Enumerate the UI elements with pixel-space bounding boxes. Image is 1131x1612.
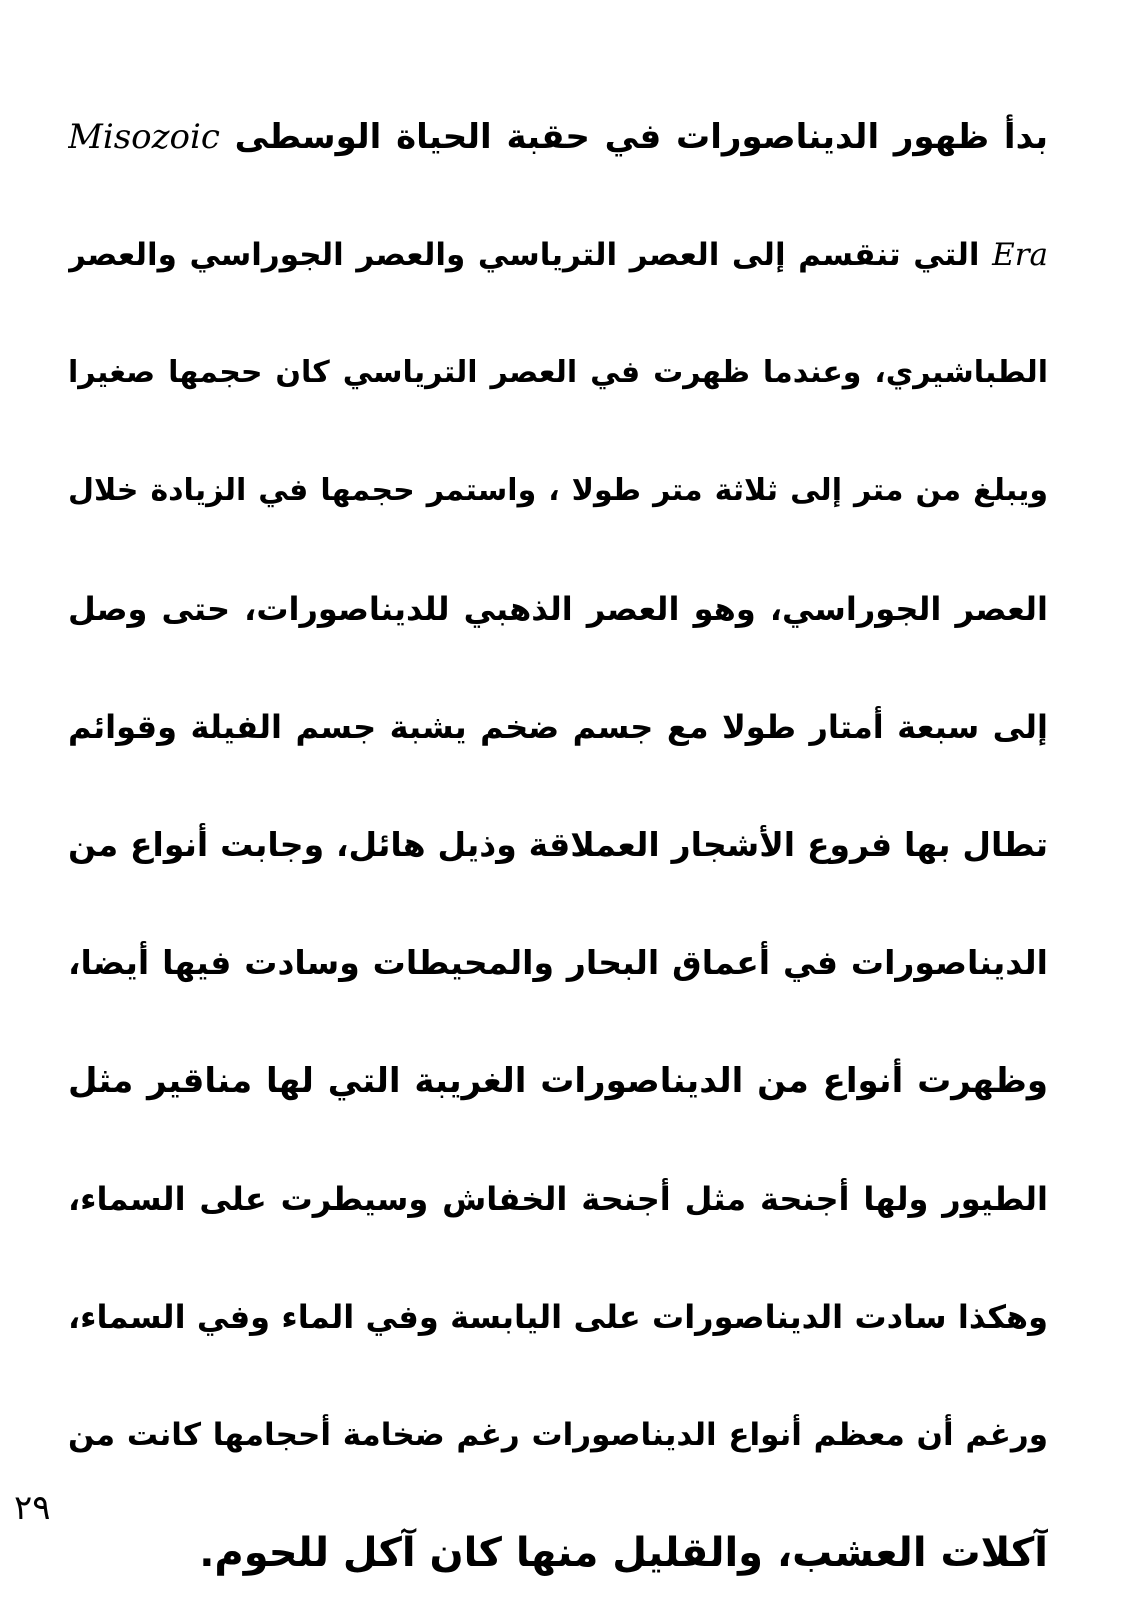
text-line-3	[68, 314, 1048, 432]
text-line-8	[68, 904, 1048, 1022]
line-11-arabic: وهكذا سادت الديناصورات على اليابسة وفي الماء وفي السماء،	[68, 1298, 1048, 1336]
line-2-latin-term: Era	[992, 237, 1048, 273]
text-line-5	[68, 550, 1048, 668]
text-line-12	[68, 1376, 1048, 1494]
text-line-9	[68, 1022, 1048, 1140]
line-4-arabic: ويبلغ من متر إلى ثلاثة متر طولا ، واستمر حجمها في الزيادة خلال	[68, 473, 1048, 508]
text-line-6	[68, 668, 1048, 786]
line-3-arabic: الطباشيري، وعندما ظهرت في العصر الترياسي كان حجمها صغيرا	[68, 355, 1048, 390]
text-line-2	[68, 196, 1048, 314]
line-13-arabic: آكلات العشب، والقليل منها كان آكل للحوم.	[199, 1530, 1048, 1576]
line-1-latin-term: Misozoic	[68, 117, 220, 157]
text-line-1	[68, 78, 1048, 196]
line-7-arabic: تطال بها فروع الأشجار العملاقة وذيل هائل، وجابت أنواع من	[68, 825, 1048, 864]
text-line-11	[68, 1258, 1048, 1376]
line-10-arabic: الطيور ولها أجنحة مثل أجنحة الخفاش وسيطرت على السماء،	[68, 1180, 1048, 1218]
line-1-arabic: بدأ ظهور الديناصورات في حقبة الحياة الوسطى	[219, 117, 1048, 157]
body-text	[68, 78, 1048, 1612]
page-number: ٢٩	[14, 1488, 51, 1528]
line-8-arabic: الديناصورات في أعماق البحار والمحيطات وسادت فيها أيضا،	[68, 943, 1048, 982]
line-12-arabic: ورغم أن معظم أنواع الديناصورات رغم ضخامة أحجامها كانت من	[68, 1417, 1048, 1453]
text-line-10	[68, 1140, 1048, 1258]
line-6-arabic: إلى سبعة أمتار طولا مع جسم ضخم يشبة جسم الفيلة وقوائم	[68, 708, 1048, 746]
text-line-13	[68, 1494, 1048, 1612]
text-line-4	[68, 432, 1048, 550]
text-line-7	[68, 786, 1048, 904]
line-5-arabic: العصر الجوراسي، وهو العصر الذهبي للديناصورات، حتى وصل	[68, 590, 1048, 628]
line-2-arabic: التي تنقسم إلى العصر الترياسي والعصر الجوراسي والعصر	[68, 237, 993, 273]
line-9-arabic: وظهرت أنواع من الديناصورات الغريبة التي لها مناقير مثل	[68, 1061, 1048, 1101]
